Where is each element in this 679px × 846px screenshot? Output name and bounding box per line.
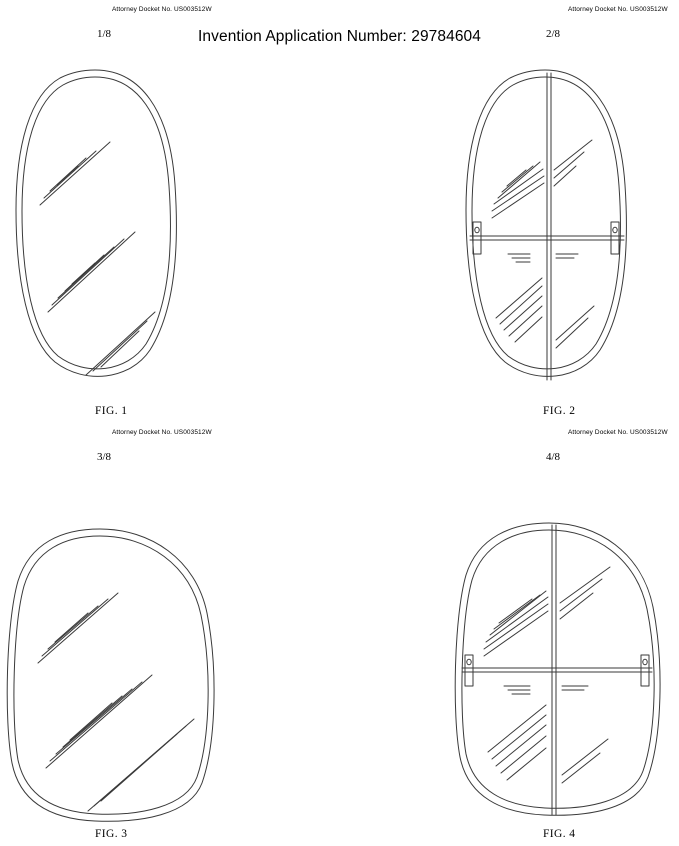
figure-1-drawing — [0, 40, 339, 400]
figure-2-label: FIG. 2 — [543, 405, 576, 417]
figure-2-drawing — [340, 40, 679, 400]
figure-1-label: FIG. 1 — [95, 405, 128, 417]
docket-text: Attorney Docket No. US003512W — [568, 429, 668, 436]
docket-text: Attorney Docket No. US003512W — [112, 429, 212, 436]
docket-text: Attorney Docket No. US003512W — [112, 6, 212, 13]
figure-4-label: FIG. 4 — [543, 828, 576, 840]
figure-4-drawing — [340, 463, 679, 823]
sheet-number: 4/8 — [546, 451, 561, 463]
page-title: Invention Application Number: 29784604 — [198, 28, 481, 45]
sheet-number: 1/8 — [97, 28, 112, 40]
figure-3-label: FIG. 3 — [95, 828, 128, 840]
sheet-1 — [0, 0, 339, 423]
sheet-2 — [340, 0, 679, 423]
sheet-number: 3/8 — [97, 451, 112, 463]
sheet-4 — [340, 423, 679, 846]
docket-text: Attorney Docket No. US003512W — [568, 6, 668, 13]
figure-3-drawing — [0, 463, 339, 823]
sheet-3 — [0, 423, 339, 846]
sheet-number: 2/8 — [546, 28, 561, 40]
